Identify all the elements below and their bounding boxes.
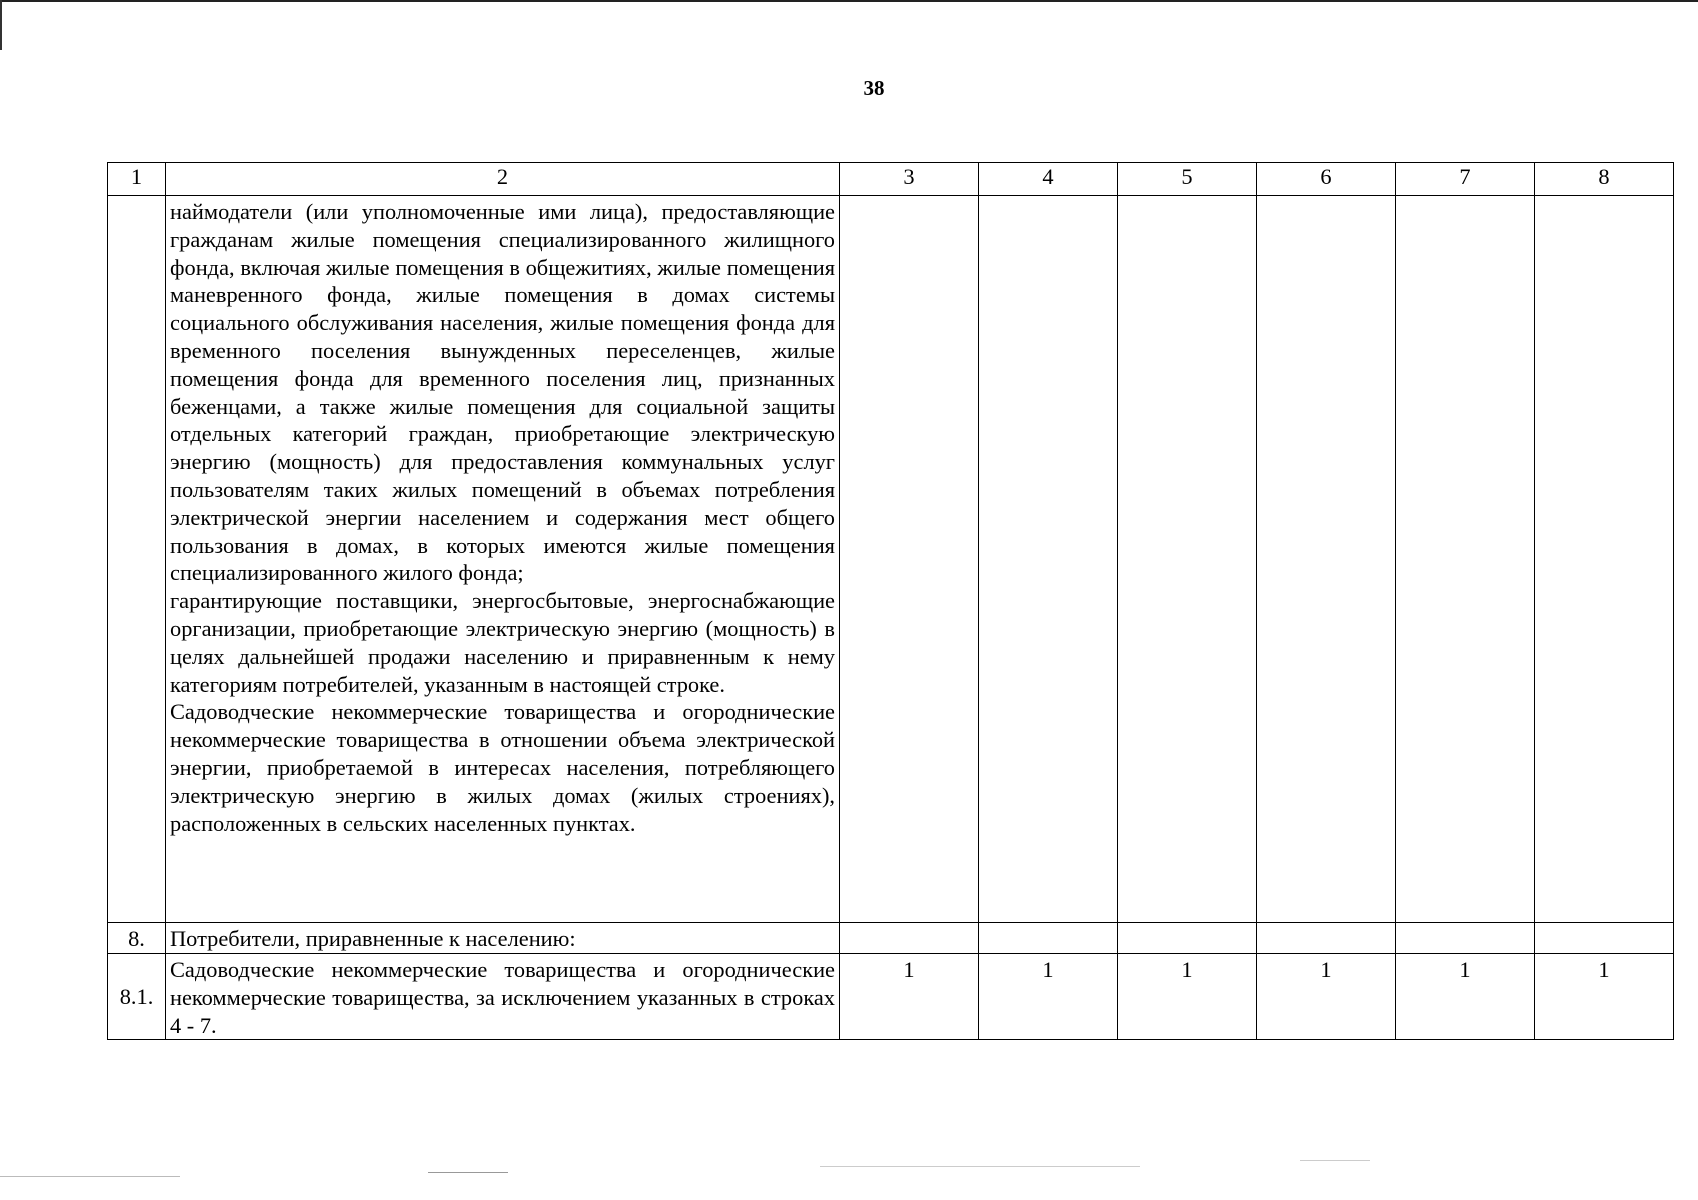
paragraph-landlords: наймодатели (или уполномоченные ими лица), предоставляющие гражданам жилые помещения специализированного жилищного фонда, включая жилые помещения в общежитиях, жилые помещения маневренного фонда, жилые помещения в домах системы социального обслуживания населения, жилые помещения фонда для временного поселения вынужденных переселенцев, жилые помещения фонда для временного поселения лиц, признанных беженцами, а также жилые помещения для социальной защиты отдельных категорий граждан, приобретающие электрическую энергию (мощность) для предоставления коммунальных услуг пользователям таких жилых помещений в объемах потребления электрической энергии населением и содержания мест общего пользования в домах, в которых имеются жилые помещения специализированного жилого фонда; — [170, 199, 835, 586]
value-cell — [1396, 196, 1535, 923]
value-cell: 1 — [1257, 954, 1396, 1040]
value-cell: 1 — [1535, 954, 1674, 1040]
scan-edge-left — [0, 0, 2, 50]
value-cell — [840, 923, 979, 954]
value-cell — [1396, 923, 1535, 954]
item-row — [108, 954, 1674, 1040]
column-header: 8 — [1535, 163, 1674, 196]
value-cell: 1 — [979, 954, 1118, 1040]
value-cell — [840, 196, 979, 923]
item-description — [166, 954, 840, 1040]
value-cell: 1 — [840, 954, 979, 1040]
column-header: 3 — [840, 163, 979, 196]
value-cell — [979, 923, 1118, 954]
column-header: 6 — [1257, 163, 1396, 196]
value-cell: 1 — [1396, 954, 1535, 1040]
value-cell: 1 — [1118, 954, 1257, 1040]
column-header: 7 — [1396, 163, 1535, 196]
value-cell — [979, 196, 1118, 923]
paragraph-garden-partnerships: Садоводческие некоммерческие товарищества и огороднические некоммерческие товарищества в отношении объема электрической энергии, приобретаемой в интересах населения, потребляющего электрическую энергию в жилых домах (жилых строениях), расположенных в сельских населенных пунктах. — [170, 699, 835, 836]
header-row — [108, 163, 1674, 196]
category-description — [166, 196, 840, 923]
row-number — [108, 196, 166, 923]
scan-noise — [428, 1172, 508, 1173]
column-header: 4 — [979, 163, 1118, 196]
tariff-table — [107, 162, 1674, 1040]
continuation-row — [108, 196, 1674, 923]
row-number: 8. — [108, 923, 166, 954]
scan-edge-top — [0, 0, 1698, 2]
value-cell — [1257, 923, 1396, 954]
value-cell — [1118, 923, 1257, 954]
scan-noise — [1300, 1160, 1370, 1161]
value-cell — [1535, 923, 1674, 954]
section-row — [108, 923, 1674, 954]
page-number: 38 — [863, 76, 885, 100]
column-header: 2 — [166, 163, 840, 196]
value-cell — [1535, 196, 1674, 923]
value-cell — [1118, 196, 1257, 923]
item-text: Садоводческие некоммерческие товарищества и огороднические некоммерческие товарищества, за исключением указанных в строках 4 - 7. — [170, 957, 835, 1038]
scan-noise — [820, 1166, 1140, 1167]
column-header: 1 — [108, 163, 166, 196]
paragraph-suppliers: гарантирующие поставщики, энергосбытовые, энергоснабжающие организации, приобретающие электрическую энергию (мощность) в целях дальнейшей продажи населению и приравненным к нему категориям потребителей, указанным в настоящей строке. — [170, 588, 835, 697]
value-cell — [1257, 196, 1396, 923]
column-header: 5 — [1118, 163, 1257, 196]
scan-noise — [0, 1176, 180, 1177]
row-number: 8.1. — [108, 954, 166, 1040]
section-title: Потребители, приравненные к населению: — [166, 923, 840, 954]
